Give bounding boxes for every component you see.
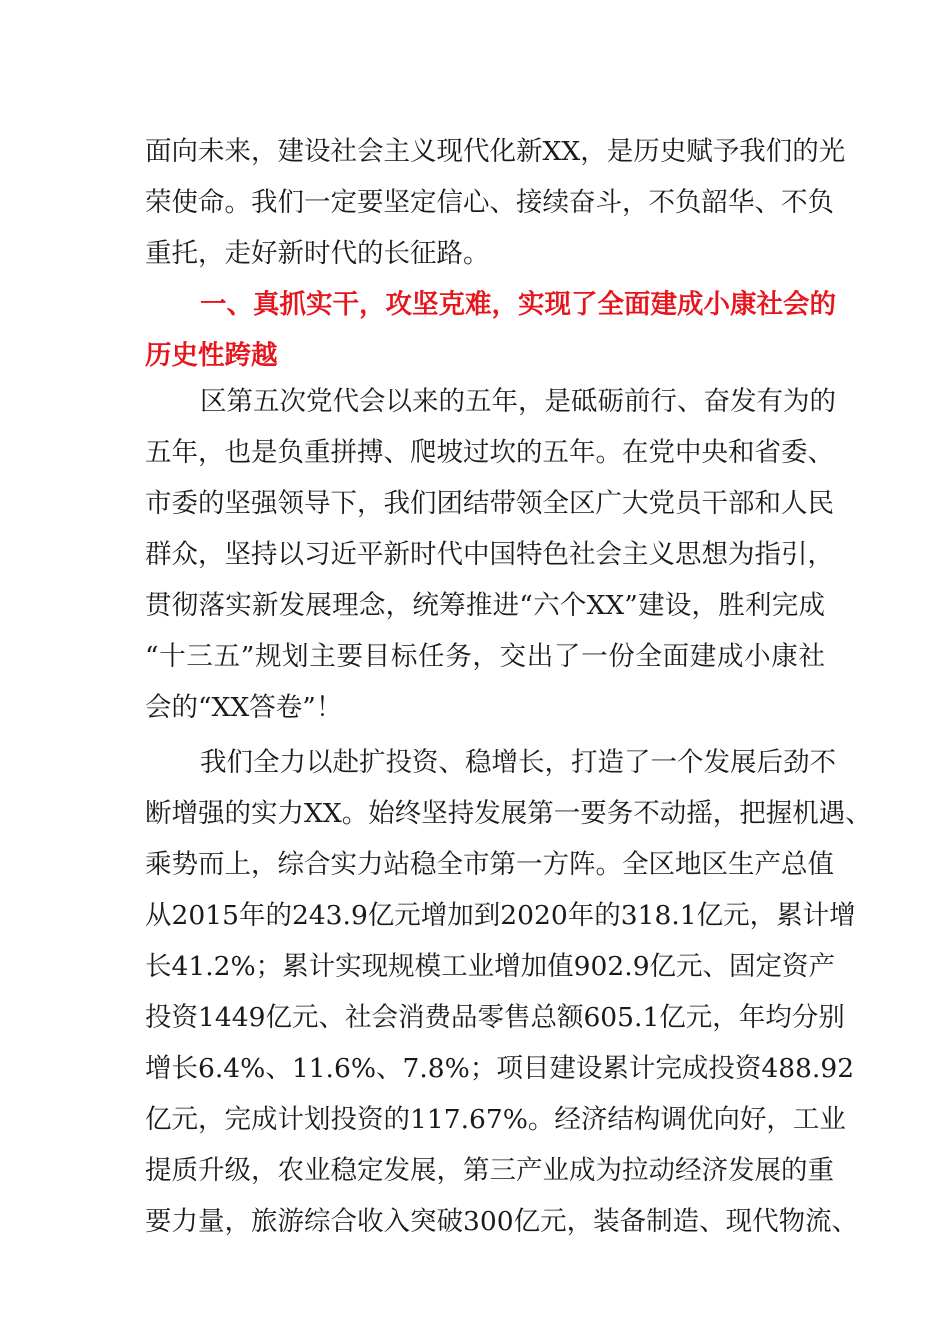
text-line: 区第五次党代会以来的五年，是砥砺前行、奋发有为的 (200, 386, 836, 417)
text-line: 从2015年的243.9亿元增加到2020年的318.1亿元，累计增 (145, 900, 856, 931)
text-line: 荣使命。我们一定要坚定信心、接续奋斗，不负韶华、不负 (145, 187, 834, 218)
text-line: 会的“XX答卷”！ (145, 692, 343, 723)
text-line: 重托，走好新时代的长征路。 (145, 238, 490, 269)
text-line: 投资1449亿元、社会消费品零售总额605.1亿元，年均分别 (145, 1002, 845, 1033)
text-line: 面向未来，建设社会主义现代化新XX，是历史赋予我们的光 (145, 136, 846, 167)
text-line: 增长6.4%、11.6%、7.8%；项目建设累计完成投资488.92 (145, 1053, 855, 1084)
section-heading-line: 历史性跨越 (145, 340, 278, 371)
text-line: 长41.2%；累计实现规模工业增加值902.9亿元、固定资产 (145, 951, 836, 982)
text-line: 亿元，完成计划投资的117.67%。经济结构调优向好，工业 (145, 1104, 846, 1135)
text-line: “十三五”规划主要目标任务，交出了一份全面建成小康社 (145, 641, 825, 672)
text-line: 贯彻落实新发展理念，统筹推进“六个XX”建设，胜利完成 (145, 590, 825, 621)
text-line: 要力量，旅游综合收入突破300亿元，装备制造、现代物流、 (145, 1206, 859, 1237)
section-heading-line: 一、真抓实干，攻坚克难，实现了全面建成小康社会的 (200, 289, 836, 320)
text-line: 群众，坚持以习近平新时代中国特色社会主义思想为指引， (145, 539, 834, 570)
text-line: 市委的坚强领导下，我们团结带领全区广大党员干部和人民 (145, 488, 834, 519)
text-line: 我们全力以赴扩投资、稳增长，打造了一个发展后劲不 (200, 747, 836, 778)
text-line: 乘势而上，综合实力站稳全市第一方阵。全区地区生产总值 (145, 849, 834, 880)
text-line: 五年，也是负重拼搏、爬坡过坎的五年。在党中央和省委、 (145, 437, 834, 468)
text-line: 断增强的实力XX。始终坚持发展第一要务不动摇，把握机遇、 (145, 798, 872, 829)
text-line: 提质升级，农业稳定发展，第三产业成为拉动经济发展的重 (145, 1155, 834, 1186)
